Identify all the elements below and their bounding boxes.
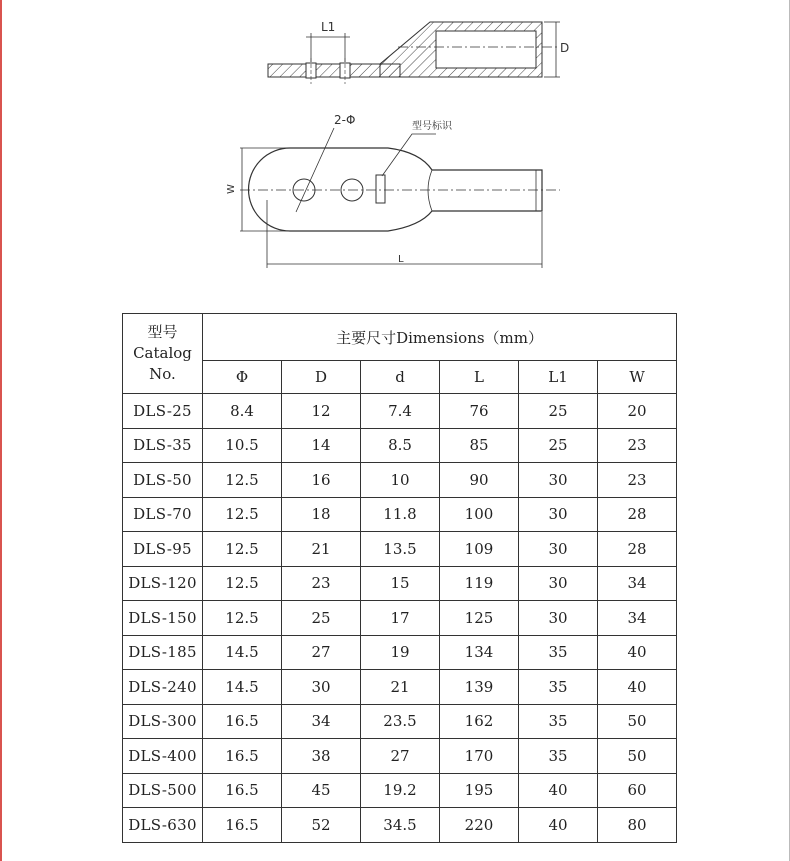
table-row (123, 739, 677, 774)
table-row (123, 601, 677, 636)
model-cell: DLS-185 (123, 635, 203, 670)
top-view (226, 113, 560, 268)
model-cell: DLS-70 (123, 497, 203, 532)
model-cell: DLS-500 (123, 773, 203, 808)
value-cell-phi: 12.5 (203, 497, 282, 532)
value-cell-L: 85 (440, 428, 519, 463)
table-row (123, 808, 677, 843)
value-cell-L: 139 (440, 670, 519, 705)
model-cell: DLS-50 (123, 463, 203, 498)
value-cell-phi: 16.5 (203, 739, 282, 774)
value-cell-phi: 16.5 (203, 808, 282, 843)
value-cell-D: 16 (282, 463, 361, 498)
value-cell-phi: 14.5 (203, 635, 282, 670)
value-cell-d: 7.4 (361, 394, 440, 429)
value-cell-L: 119 (440, 566, 519, 601)
value-cell-D: 52 (282, 808, 361, 843)
value-cell-L1: 35 (519, 670, 598, 705)
col-header-D: D (282, 361, 361, 394)
value-cell-L: 76 (440, 394, 519, 429)
col-header-L: L (440, 361, 519, 394)
w-label: W (226, 184, 237, 194)
table-row (123, 670, 677, 705)
value-cell-D: 38 (282, 739, 361, 774)
value-cell-L1: 30 (519, 601, 598, 636)
value-cell-phi: 14.5 (203, 670, 282, 705)
value-cell-D: 18 (282, 497, 361, 532)
model-cell: DLS-400 (123, 739, 203, 774)
side-section-view (268, 20, 569, 84)
model-cell: DLS-25 (123, 394, 203, 429)
table-row (123, 773, 677, 808)
value-cell-W: 23 (598, 463, 677, 498)
value-cell-W: 28 (598, 497, 677, 532)
value-cell-D: 14 (282, 428, 361, 463)
value-cell-W: 50 (598, 704, 677, 739)
dimension-table (122, 313, 677, 843)
value-cell-d: 19.2 (361, 773, 440, 808)
d-label: D (560, 41, 570, 55)
value-cell-d: 15 (361, 566, 440, 601)
col-header-d: d (361, 361, 440, 394)
value-cell-d: 11.8 (361, 497, 440, 532)
value-cell-L1: 35 (519, 635, 598, 670)
value-cell-L1: 25 (519, 428, 598, 463)
value-cell-D: 21 (282, 532, 361, 567)
value-cell-L: 220 (440, 808, 519, 843)
value-cell-L1: 30 (519, 566, 598, 601)
value-cell-L1: 35 (519, 739, 598, 774)
value-cell-D: 12 (282, 394, 361, 429)
value-cell-L: 100 (440, 497, 519, 532)
value-cell-D: 25 (282, 601, 361, 636)
value-cell-L: 195 (440, 773, 519, 808)
value-cell-L: 162 (440, 704, 519, 739)
value-cell-L: 90 (440, 463, 519, 498)
value-cell-L1: 25 (519, 394, 598, 429)
lug-technical-drawing (0, 0, 790, 300)
value-cell-W: 80 (598, 808, 677, 843)
col-header-phi: Φ (203, 361, 282, 394)
value-cell-phi: 12.5 (203, 532, 282, 567)
value-cell-d: 10 (361, 463, 440, 498)
table-body (123, 394, 677, 843)
table-row (123, 566, 677, 601)
value-cell-W: 40 (598, 635, 677, 670)
value-cell-phi: 16.5 (203, 704, 282, 739)
value-cell-phi: 16.5 (203, 773, 282, 808)
model-cell: DLS-300 (123, 704, 203, 739)
value-cell-phi: 12.5 (203, 463, 282, 498)
table-row (123, 532, 677, 567)
value-cell-L1: 35 (519, 704, 598, 739)
holes-label: 2-Φ (334, 113, 356, 127)
value-cell-W: 28 (598, 532, 677, 567)
model-cell: DLS-630 (123, 808, 203, 843)
table-header-row-2 (123, 361, 677, 394)
value-cell-d: 17 (361, 601, 440, 636)
value-cell-d: 21 (361, 670, 440, 705)
value-cell-L1: 40 (519, 773, 598, 808)
value-cell-phi: 8.4 (203, 394, 282, 429)
l1-label: L1 (321, 20, 336, 34)
value-cell-phi: 12.5 (203, 601, 282, 636)
value-cell-d: 34.5 (361, 808, 440, 843)
value-cell-D: 23 (282, 566, 361, 601)
value-cell-D: 34 (282, 704, 361, 739)
catalog-header-no: No. (149, 365, 176, 383)
value-cell-L1: 30 (519, 532, 598, 567)
table-row (123, 463, 677, 498)
value-cell-W: 40 (598, 670, 677, 705)
value-cell-L1: 40 (519, 808, 598, 843)
value-cell-L1: 30 (519, 497, 598, 532)
value-cell-D: 27 (282, 635, 361, 670)
model-cell: DLS-150 (123, 601, 203, 636)
catalog-header (123, 314, 203, 394)
value-cell-W: 60 (598, 773, 677, 808)
value-cell-d: 8.5 (361, 428, 440, 463)
model-cell: DLS-120 (123, 566, 203, 601)
value-cell-L: 170 (440, 739, 519, 774)
col-header-L1: L1 (519, 361, 598, 394)
value-cell-W: 34 (598, 601, 677, 636)
barrel-bore (436, 31, 536, 68)
catalog-header-en: Catalog (133, 344, 192, 362)
col-header-W: W (598, 361, 677, 394)
lug-drawing-svg (0, 0, 790, 300)
model-cell: DLS-95 (123, 532, 203, 567)
value-cell-D: 30 (282, 670, 361, 705)
value-cell-W: 50 (598, 739, 677, 774)
l-label: L (398, 254, 404, 265)
dimensions-title: 主要尺寸Dimensions（mm） (203, 314, 677, 361)
table-row (123, 704, 677, 739)
table-row (123, 497, 677, 532)
catalog-header-cn: 型号 (147, 323, 178, 341)
value-cell-d: 27 (361, 739, 440, 774)
value-cell-d: 13.5 (361, 532, 440, 567)
marking-plate (376, 175, 385, 203)
value-cell-L1: 30 (519, 463, 598, 498)
value-cell-L: 134 (440, 635, 519, 670)
model-cell: DLS-240 (123, 670, 203, 705)
value-cell-W: 34 (598, 566, 677, 601)
table-row (123, 394, 677, 429)
value-cell-W: 23 (598, 428, 677, 463)
value-cell-phi: 10.5 (203, 428, 282, 463)
marking-label: 型号标识 (412, 121, 452, 132)
table-row (123, 428, 677, 463)
value-cell-phi: 12.5 (203, 566, 282, 601)
value-cell-L: 109 (440, 532, 519, 567)
value-cell-L: 125 (440, 601, 519, 636)
table-header-row-1 (123, 314, 677, 361)
table-row (123, 635, 677, 670)
value-cell-d: 23.5 (361, 704, 440, 739)
value-cell-D: 45 (282, 773, 361, 808)
value-cell-d: 19 (361, 635, 440, 670)
value-cell-W: 20 (598, 394, 677, 429)
model-cell: DLS-35 (123, 428, 203, 463)
